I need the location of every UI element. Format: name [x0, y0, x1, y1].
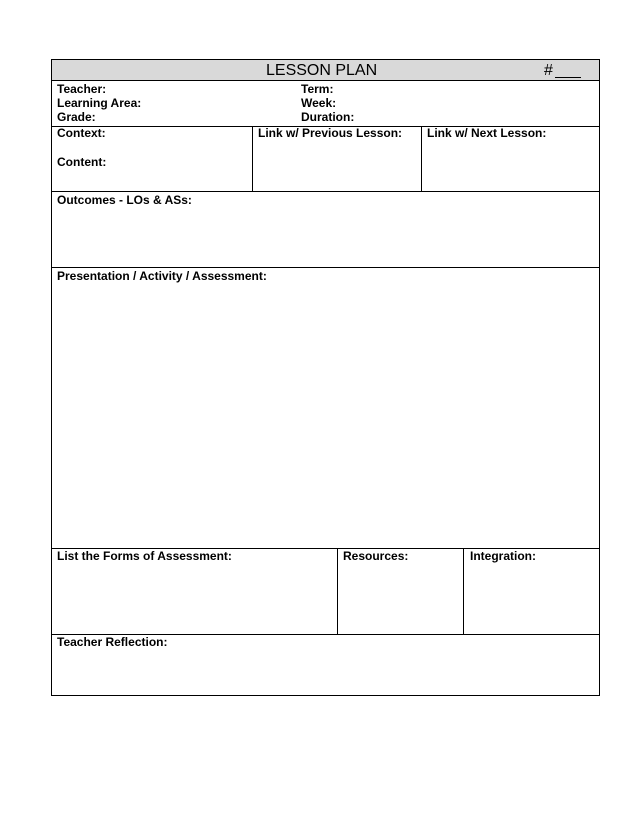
- presentation-label: Presentation / Activity / Assessment:: [57, 269, 267, 283]
- teacher-label: Teacher:: [57, 82, 107, 96]
- content-label: Content:: [57, 155, 107, 169]
- assessment-row: [52, 549, 599, 635]
- grade-label: Grade:: [57, 110, 96, 124]
- teacher-reflection-label: Teacher Reflection:: [57, 635, 168, 649]
- duration-label: Duration:: [301, 110, 355, 124]
- learning-area-label: Learning Area:: [57, 96, 142, 110]
- forms-of-assessment-label: List the Forms of Assessment:: [57, 549, 232, 563]
- term-label: Term:: [301, 82, 334, 96]
- integration-label: Integration:: [470, 549, 536, 563]
- title-row: [52, 60, 599, 81]
- week-label: Week:: [301, 96, 337, 110]
- link-next-label: Link w/ Next Lesson:: [427, 126, 547, 140]
- lesson-plan-form: [51, 59, 600, 696]
- context-row: [52, 127, 599, 192]
- info-row: [52, 81, 599, 127]
- outcomes-label: Outcomes - LOs & ASs:: [57, 193, 192, 207]
- context-label: Context:: [57, 126, 106, 140]
- context-divider-2: [421, 127, 422, 191]
- outcomes-row: [52, 192, 599, 268]
- lesson-number-label: #: [544, 62, 553, 79]
- context-divider-1: [252, 127, 253, 191]
- assessment-divider-2: [463, 549, 464, 634]
- assessment-divider-1: [337, 549, 338, 634]
- resources-label: Resources:: [343, 549, 409, 563]
- reflection-row: [52, 635, 599, 695]
- presentation-row: [52, 268, 599, 549]
- lesson-number-blank[interactable]: [555, 77, 581, 78]
- form-title: LESSON PLAN: [266, 62, 378, 79]
- link-previous-label: Link w/ Previous Lesson:: [258, 126, 403, 140]
